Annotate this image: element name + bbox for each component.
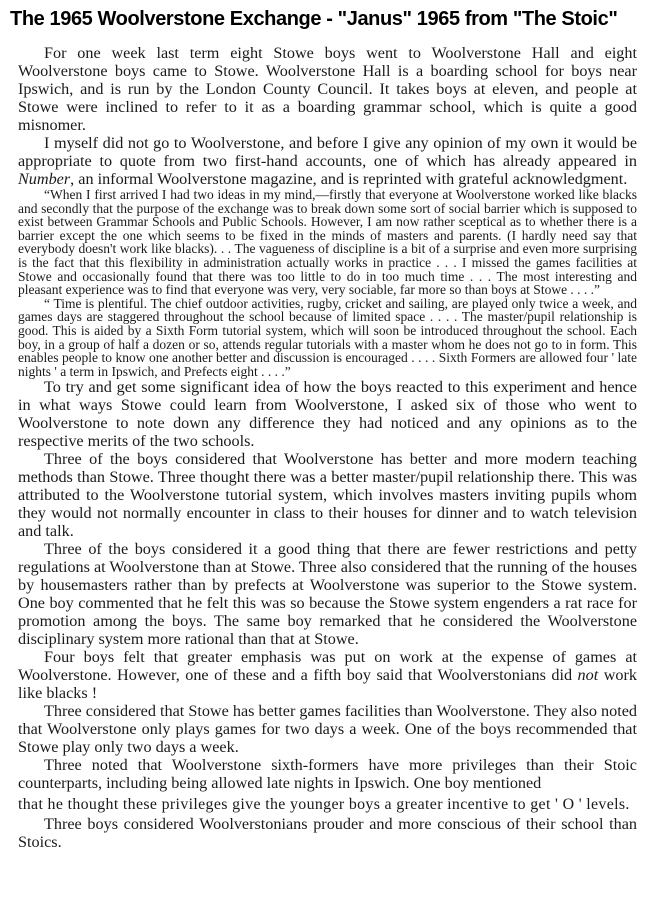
text-run: work like blacks ! xyxy=(18,666,637,703)
paragraph xyxy=(18,188,637,297)
italic-text-run: not xyxy=(577,666,599,685)
paragraph xyxy=(18,796,637,815)
document-body xyxy=(18,44,637,851)
paragraph xyxy=(18,815,637,851)
text-run: that he thought these privileges give the younger boys a greater incentive to get ' O ' levels. xyxy=(18,796,630,814)
paragraph xyxy=(18,44,637,134)
paragraph xyxy=(18,378,637,450)
text-run: “When I first arrived I had two ideas in my mind,—firstly that everyone at Woolverstone worked like blacks and secondly that the purpose of the exchange was to break down some sort of social barrier which is supposed to exist between Grammar Schools and Public Schools. However, I am now rather sceptical as to whether there is a barrier except the one which seems to be fixed in the minds of masters and parents. (I hardly need say that everybody doesn't work like blacks). . . The vagueness of discipline is a bit of a surprise and even more surprising is the fact that this flexibility in administration actually works in practice . . . I missed the games facilities at Stowe and occasionally found that there was too little to do in too much time . . . The most interesting and pleasant experience was to find that everyone was very, very sociable, far more so than boys at Stowe . . . .” xyxy=(18,187,637,298)
paragraph xyxy=(18,702,637,756)
paragraph xyxy=(18,450,637,540)
paragraph xyxy=(18,756,637,792)
text-run: , an informal Woolverstone magazine, and is reprinted with grateful acknowledgment. xyxy=(70,170,628,188)
text-run: I myself did not go to Woolverstone, and before I give any opinion of my own it would be appropriate to quote from two first-hand accounts, one of which has already appeared in xyxy=(18,134,637,170)
text-run: Three considered that Stowe has better games facilities than Woolverstone. They also noted that Woolverstone only plays games for two days a week. One of the boys recommended that Stowe play only two days a week. xyxy=(18,702,637,757)
text-run: Three of the boys considered that Woolverstone has better and more modern teaching methods than Stowe. Three thought there was a better master/pupil relationship there. This was attributed to the Woolverstone tutorial system, which involves masters inviting pupils whom they would not normally encounter in class to their houses for dinner and to watch television and talk. xyxy=(18,450,637,541)
text-run: To try and get some significant idea of how the boys reacted to this experiment and hence in what ways Stowe could learn from Woolverstone, I asked six of those who went to Woolverstone to note down any difference they had noticed and any opinions as to the respective merits of the two schools. xyxy=(18,378,637,451)
text-run: “ Time is plentiful. The chief outdoor activities, rugby, cricket and sailing, are played only twice a week, and games days are staggered throughout the school because of limited space . . . . The master/pupil relationship is good. This is aided by a Sixth Form tutorial system, which will soon be introduced throughout the school. Each boy, in a group of half a dozen or so, attends regular tutorials with a master whom he does not go to in form. This enables people to know one another better and discussion is encouraged . . . . Sixth Formers are allowed four ' late nights ' a term in Ipswich, and Prefects eight . . . .” xyxy=(18,295,637,379)
text-run: For one week last term eight Stowe boys went to Woolverstone Hall and eight Woolverstone boys came to Stowe. Woolverstone Hall is a boarding school for boys near Ipswich, and is run by the London County Council. It takes boys at eleven, and people at Stowe were inclined to refer to it as a boarding grammar school, which is quite a good misnomer. xyxy=(18,44,637,134)
text-run: Three of the boys considered it a good thing that there are fewer restrictions and petty regulations at Woolverstone than at Stowe. Three also considered that the running of the houses by housemasters rather than by prefects at Woolverstone was superior to the Stowe system. One boy commented that he felt this was so because the Stowe system engenders a rat race for promotion among the boys. The same boy remarked that he considered the Woolverstone disciplinary system more rational than that at Stowe. xyxy=(18,540,637,649)
text-run: Four boys felt that greater emphasis was put on work at the expense of games at Woolverstone. However, one of these and a fifth boy said that Woolverstonians did xyxy=(18,648,637,685)
italic-text-run: Number xyxy=(18,170,71,188)
text-run: Three noted that Woolverstone sixth-formers have more privileges than their Stoic counterparts, including being allowed late nights in Ipswich. One boy mentioned xyxy=(18,756,637,793)
paragraph xyxy=(18,648,637,702)
text-run: Three boys considered Woolverstonians prouder and more conscious of their school than Stoics. xyxy=(18,814,637,851)
paragraph xyxy=(18,297,637,379)
paragraph xyxy=(18,540,637,648)
paragraph xyxy=(18,134,637,188)
page-title: The 1965 Woolverstone Exchange - "Janus" 1965 from "The Stoic" xyxy=(10,8,618,30)
